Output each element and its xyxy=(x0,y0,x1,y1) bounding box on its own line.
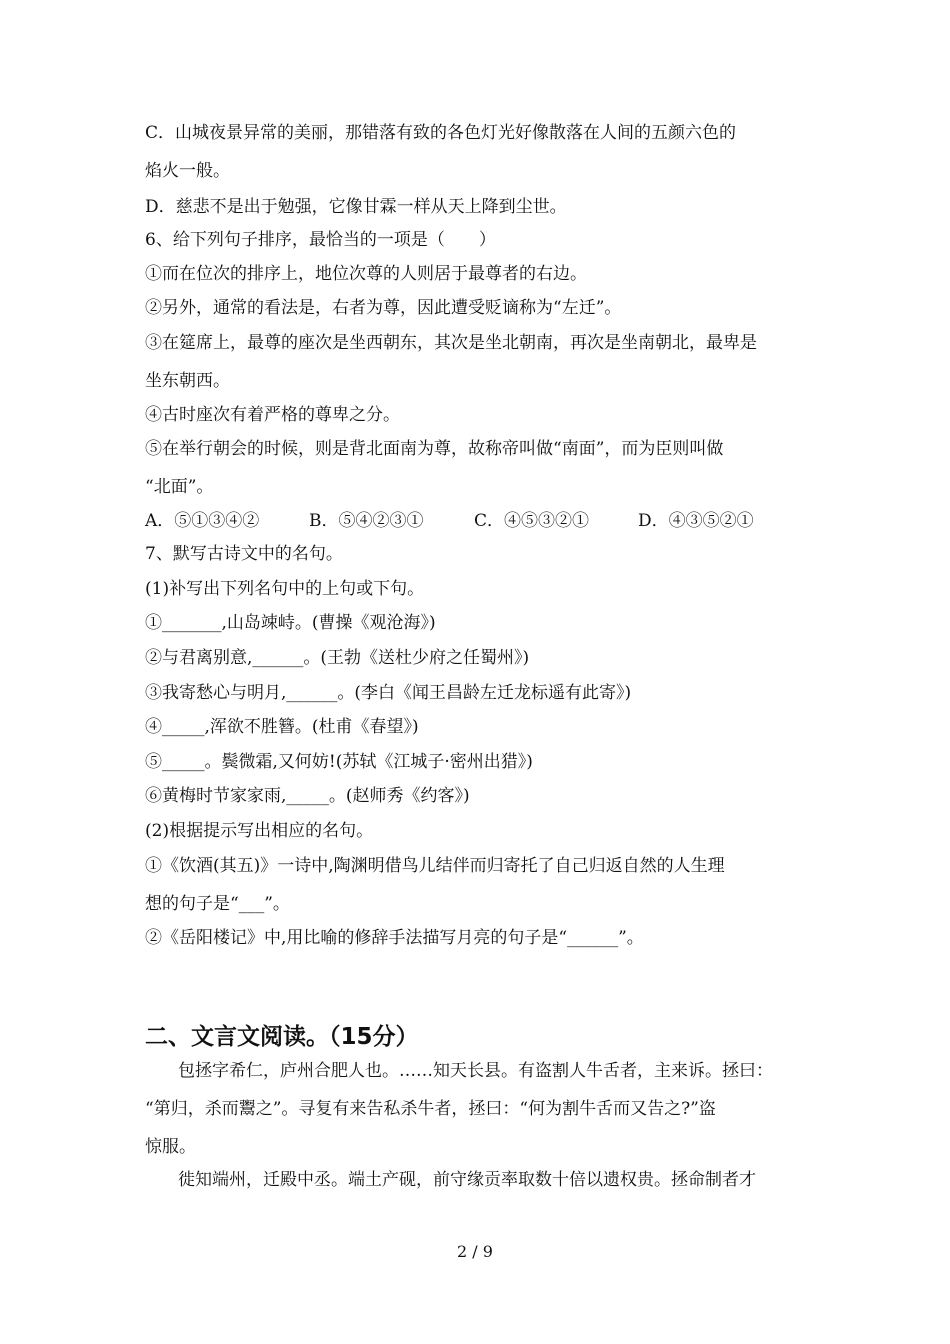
q7-item-6: ⑥黄梅时节家家雨,_____。(赵师秀《约客》) xyxy=(145,786,470,806)
section-2-heading: 二、文言文阅读。（15分） xyxy=(145,1024,419,1050)
q6-sentence-5-line2: “北面”。 xyxy=(145,477,214,497)
q7-question-2: ②《岳阳楼记》中,用比喻的修辞手法描写月亮的句子是“______”。 xyxy=(145,928,644,948)
page-number: 2 / 9 xyxy=(457,1242,493,1261)
q6-sentence-4: ④古时座次有着严格的尊卑之分。 xyxy=(145,405,400,425)
q6-sentence-5-line1: ⑤在举行朝会的时候，则是背北面南为尊，故称帝叫做“南面”，而为臣则叫做 xyxy=(145,439,724,459)
q7-item-4: ④_____,浑欲不胜簪。(杜甫《春望》) xyxy=(145,717,419,737)
q6-option-c: C．④⑤③②① xyxy=(474,511,590,531)
q7-title: 7、默写古诗文中的名句。 xyxy=(145,544,343,564)
q6-sentence-3-line2: 坐东朝西。 xyxy=(145,371,230,391)
q5-option-c-line2: 焰火一般。 xyxy=(145,161,230,181)
q7-part2-title: (2)根据提示写出相应的名句。 xyxy=(145,821,374,841)
q7-part1-title: (1)补写出下列名句中的上句或下句。 xyxy=(145,579,425,599)
q7-question-1-line2: 想的句子是“___”。 xyxy=(145,894,290,914)
passage-para1-line1: 包拯字希仁，庐州合肥人也。……知天长县。有盗割人牛舌者，主来诉。拯曰： xyxy=(178,1061,773,1081)
q6-option-b: B．⑤④②③① xyxy=(309,511,424,531)
q6-sentence-2: ②另外，通常的看法是，右者为尊，因此遭受贬谪称为“左迁”。 xyxy=(145,298,622,318)
q6-option-d: D．④③⑤②① xyxy=(638,511,754,531)
q7-item-1: ①_______,山岛竦峙。(曹操《观沧海》) xyxy=(145,613,436,633)
q6-sentence-1: ①而在位次的排序上，地位次尊的人则居于最尊者的右边。 xyxy=(145,264,587,284)
q6-sentence-3-line1: ③在筵席上，最尊的座次是坐西朝东，其次是坐北朝南，再次是坐南朝北，最卑是 xyxy=(145,333,757,353)
q5-option-d: D．慈悲不是出于勉强，它像甘霖一样从天上降到尘世。 xyxy=(145,197,567,217)
q6-option-a: A．⑤①③④② xyxy=(145,511,260,531)
passage-para1-line3: 惊服。 xyxy=(145,1137,196,1157)
passage-para2-line1: 徙知端州，迁殿中丞。端土产砚，前守缘贡率取数十倍以遗权贵。拯命制者才 xyxy=(178,1170,756,1190)
q7-item-5: ⑤_____。鬓微霜,又何妨!(苏轼《江城子·密州出猎》) xyxy=(145,752,533,772)
passage-para1-line2: “第归，杀而鬻之”。寻复有来告私杀牛者，拯曰：“何为割牛舌而又告之?”盗 xyxy=(145,1099,716,1119)
q7-item-2: ②与君离别意,______。(王勃《送杜少府之任蜀州》) xyxy=(145,648,530,668)
q7-question-1-line1: ①《饮酒(其五)》一诗中,陶渊明借鸟儿结伴而归寄托了自己归返自然的人生理 xyxy=(145,856,725,876)
q6-title: 6、给下列句子排序，最恰当的一项是（ ） xyxy=(145,230,496,250)
q5-option-c-line1: C．山城夜景异常的美丽，那错落有致的各色灯光好像散落在人间的五颜六色的 xyxy=(145,123,737,143)
q7-item-3: ③我寄愁心与明月,______。(李白《闻王昌龄左迁龙标遥有此寄》) xyxy=(145,683,632,703)
